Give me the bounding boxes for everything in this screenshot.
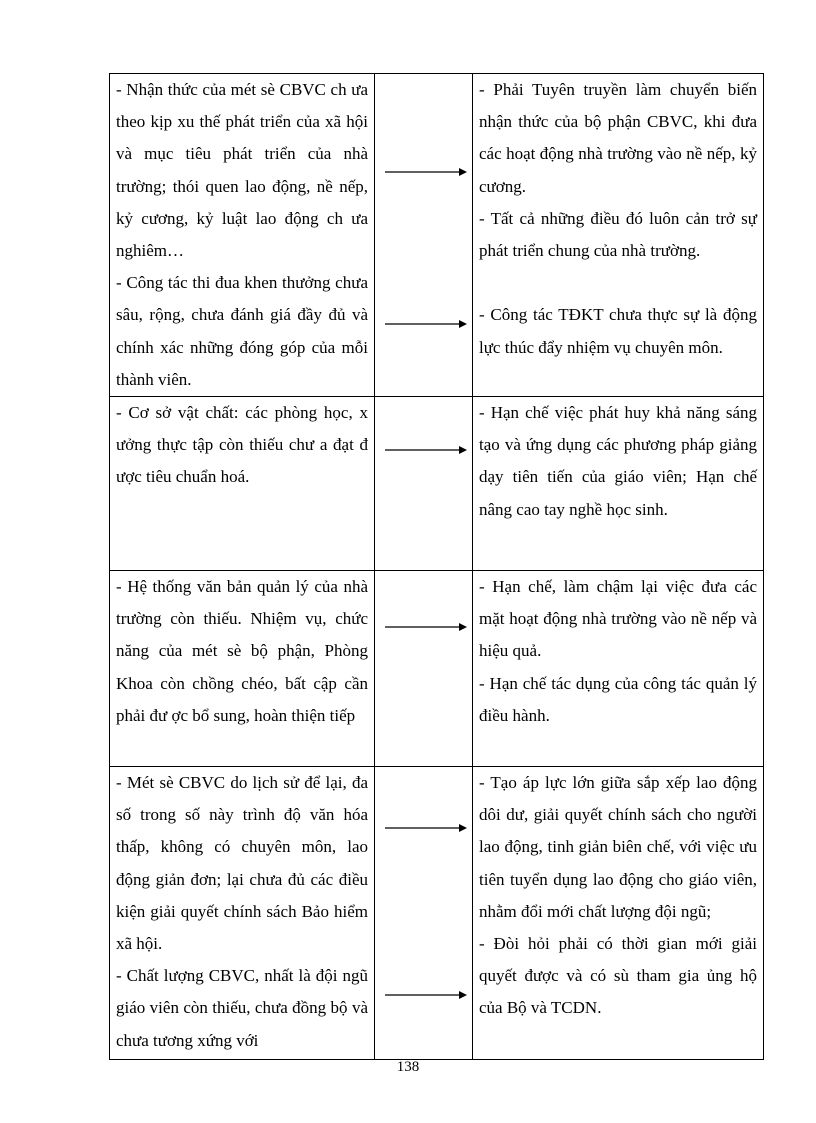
effect-text: - Hạn chế, làm chậm lại việc đưa các mặt hoạt động nhà trường vào nề nếp và hiệu quả.: [479, 577, 757, 661]
arrow-cell: [375, 571, 473, 767]
effect-cell: [473, 397, 764, 571]
cause-cell: [110, 74, 375, 397]
effect-cell: [473, 571, 764, 767]
right-arrow-icon: [385, 621, 467, 633]
effect-text: - Hạn chế việc phát huy khả năng sáng tạo và ứng dụng các phương pháp giảng dạy tiên tiến của giáo viên; Hạn chế nâng cao tay nghề học sinh.: [479, 403, 757, 519]
effect-text: - Tất cả những điều đó luôn cản trở sự phát triển chung của nhà trường.: [479, 208, 757, 261]
effect-text: - Công tác TĐKT chưa thực sự là động lực thúc đẩy nhiệm vụ chuyên môn.: [479, 305, 757, 357]
cause-cell: [110, 397, 375, 571]
table-row: [110, 571, 764, 767]
arrow-cell: [375, 767, 473, 1060]
cause-text: - Hệ thống văn bản quản lý của nhà trường còn thiếu. Nhiệm vụ, chức năng của mét sè bộ phận, Phòng Khoa còn chồng chéo, bất cập cần phải đư ợc bổ sung, hoàn thiện tiếp: [116, 577, 368, 725]
effect-text: - Đòi hỏi phải có thời gian mới giải quyết được và có sù tham gia ủng hộ của Bộ và TCDN.: [479, 934, 757, 1018]
cause-text: - Cơ sở vật chất: các phòng học, x ưởng thực tập còn thiếu chư a đạt đ ược tiêu chuẩn hoá.: [116, 403, 368, 487]
arrow-cell: [375, 74, 473, 397]
right-arrow-icon: [385, 822, 467, 834]
table-row: [110, 767, 764, 1060]
cause-text: - Công tác thi đua khen thưởng chưa sâu, rộng, chưa đánh giá đầy đủ và chính xác những đóng góp của mỗi thành viên.: [116, 273, 368, 389]
effect-text: - Phải Tuyên truyền làm chuyển biến nhận thức của bộ phận CBVC, khi đưa các hoạt động nhà trường vào nề nếp, kỷ cương.: [479, 80, 757, 196]
analysis-table: [109, 73, 764, 1060]
effect-text: - Hạn chế tác dụng của công tác quản lý điều hành.: [479, 673, 757, 725]
effect-cell: [473, 74, 764, 397]
page-number: 138: [396, 1059, 420, 1075]
cause-text: - Chất lượng CBVC, nhất là đội ngũ giáo viên còn thiếu, chưa đồng bộ và chưa tương xứng với: [116, 966, 368, 1050]
cause-cell: [110, 571, 375, 767]
right-arrow-icon: [385, 989, 467, 1001]
table-row: [110, 74, 764, 397]
effect-text: - Tạo áp lực lớn giữa sắp xếp lao động dôi dư, giải quyết chính sách cho người lao động, tinh giản biên chế, với việc ưu tiên tuyển dụng lao động cho giáo viên, nhằm đổi mới chất lượng đội ngũ;: [479, 773, 757, 921]
cause-text: - Nhận thức của mét sè CBVC ch ưa theo kịp xu thế phát triển của xã hội và mục tiêu phát triển của nhà trường; thói quen lao động, nề nếp, kỷ cương, kỷ luật lao động ch ưa nghiêm…: [116, 80, 368, 261]
effect-cell: [473, 767, 764, 1060]
right-arrow-icon: [385, 166, 467, 178]
table-row: [110, 397, 764, 571]
cause-text: - Mét sè CBVC do lịch sử để lại, đa số trong số này trình độ văn hóa thấp, không có chuyên môn, lao động giản đơn; lại chưa đủ các điều kiện giải quyết chính sách Bảo hiểm xã hội.: [116, 773, 368, 954]
right-arrow-icon: [385, 318, 467, 330]
right-arrow-icon: [385, 444, 467, 456]
cause-cell: [110, 767, 375, 1060]
arrow-cell: [375, 397, 473, 571]
